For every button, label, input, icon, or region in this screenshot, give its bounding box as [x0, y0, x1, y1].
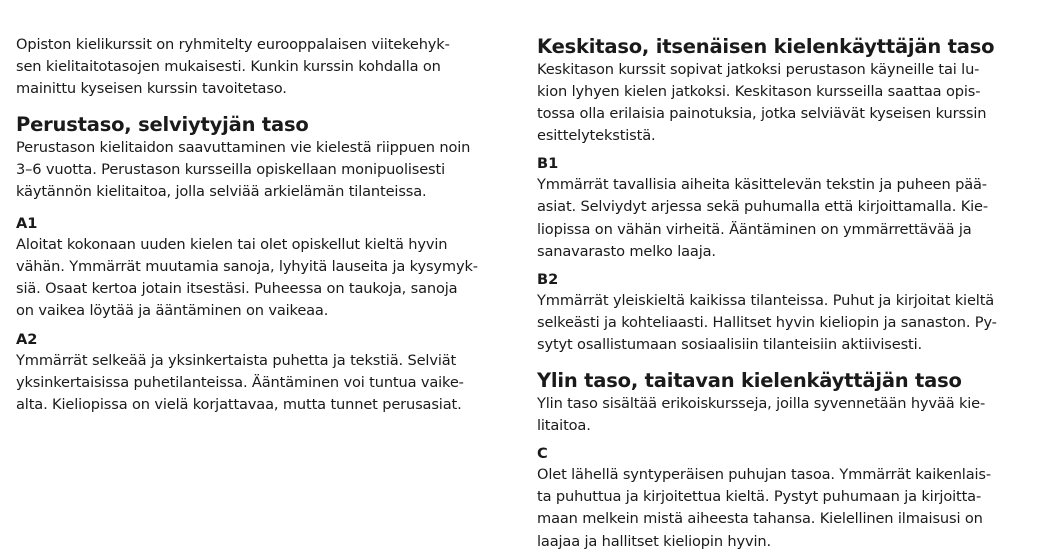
text-line: vähän. Ymmärrät muutamia sanoja, lyhyitä lauseita ja kysymyk-: [16, 257, 478, 275]
text-line: asiat. Selviydyt arjessa sekä puhumalla että kirjoittamalla. Kie-: [537, 198, 988, 216]
text-line: mainittu kyseisen kurssin tavoitetaso.: [16, 80, 287, 98]
b2-paragraph: [537, 290, 1025, 356]
intro-paragraph: [16, 34, 503, 100]
text-line: esittelytekstistä.: [537, 127, 656, 145]
c-paragraph: [537, 464, 1025, 552]
text-line: Olet lähellä syntyperäisen puhujan tasoa. Ymmärrät kaikenlais-: [537, 466, 991, 484]
text-line: sanavarasto melko laaja.: [537, 242, 716, 260]
level-label-b1: B1: [537, 155, 559, 173]
text-line: tossa olla erilaisia painotuksia, jotka selviävät kyseisen kurssin: [537, 105, 987, 123]
text-line: Opiston kielikurssit on ryhmitelty eurooppalaisen viitekehyk-: [16, 36, 450, 53]
level-label-c: C: [537, 445, 548, 463]
text-line: kion lyhyen kielen jatkoksi. Keskitason kursseilla saattaa opis-: [537, 83, 981, 101]
text-line: liopissa on vähän virheitä. Ääntäminen on ymmärrettävää ja: [537, 220, 972, 238]
text-line: sen kielitaitotasojen mukaisesti. Kunkin kurssin kohdalla on: [16, 58, 441, 76]
text-line: alta. Kieliopissa on vielä korjattavaa, mutta tunnet perusasiat.: [16, 396, 462, 414]
a1-paragraph: [16, 234, 503, 322]
text-line: siä. Osaat kertoa jotain itsestäsi. Puheessa on taukoja, sanoja: [16, 279, 458, 297]
text-line: Ymmärrät yleiskieltä kaikissa tilanteissa. Puhut ja kirjoitat kieltä: [537, 291, 995, 309]
text-line: Perustason kielitaidon saavuttaminen vie kielestä riippuen noin: [16, 139, 471, 157]
text-line: Aloitat kokonaan uuden kielen tai olet opiskellut kieltä hyvin: [16, 235, 448, 253]
text-line: Ylin taso sisältää erikoiskursseja, joilla syvennetään hyvää kie-: [537, 395, 986, 413]
a2-paragraph: [16, 350, 503, 416]
text-line: käytännön kielitaitoa, jolla selviää arkielämän tilanteissa.: [16, 183, 427, 201]
text-line: maan melkein mistä aiheesta tahansa. Kielellinen ilmaisusi on: [537, 510, 983, 528]
text-line: Keskitason kurssit sopivat jatkoksi perustason käyneille tai lu-: [537, 61, 980, 78]
text-line: Ymmärrät selkeää ja yksinkertaista puhetta ja tekstiä. Selviät: [16, 351, 457, 369]
keskitaso-paragraph: [537, 59, 1025, 147]
ylin-taso-paragraph: [537, 393, 1025, 437]
left-column: [16, 34, 503, 416]
perustaso-paragraph: [16, 137, 503, 203]
text-line: sytyt osallistumaan sosiaalisiin tilanteisiin aktiivisesti.: [537, 335, 922, 353]
level-label-a1: A1: [16, 214, 38, 232]
text-line: yksinkertaisissa puhetilanteissa. Ääntäminen voi tuntua vaike-: [16, 374, 464, 392]
text-line: selkeästi ja kohteliaasti. Hallitset hyvin kieliopin ja sanaston. Py-: [537, 313, 997, 331]
text-line: Ymmärrät tavallisia aiheita käsittelevän tekstin ja puheen pää-: [537, 176, 987, 194]
level-label-a2: A2: [16, 330, 38, 348]
heading-perustaso: Perustaso, selviytyjän taso: [16, 113, 309, 137]
text-line: litaitoa.: [537, 417, 591, 435]
text-line: laajaa ja hallitset kieliopin hyvin.: [537, 532, 771, 550]
right-column: [537, 34, 1025, 553]
b1-paragraph: [537, 174, 1025, 262]
text-line: 3–6 vuotta. Perustason kursseilla opiskellaan monipuolisesti: [16, 161, 445, 179]
heading-ylin-taso: Ylin taso, taitavan kielenkäyttäjän taso: [537, 369, 962, 393]
level-label-b2: B2: [537, 270, 559, 288]
text-line: on vaikea löytää ja ääntäminen on vaikeaa.: [16, 301, 329, 319]
heading-keskitaso: Keskitaso, itsenäisen kielenkäyttäjän taso: [537, 35, 995, 58]
text-line: ta puhuttua ja kirjoitettua kieltä. Pystyt puhumaan ja kirjoitta-: [537, 488, 982, 506]
